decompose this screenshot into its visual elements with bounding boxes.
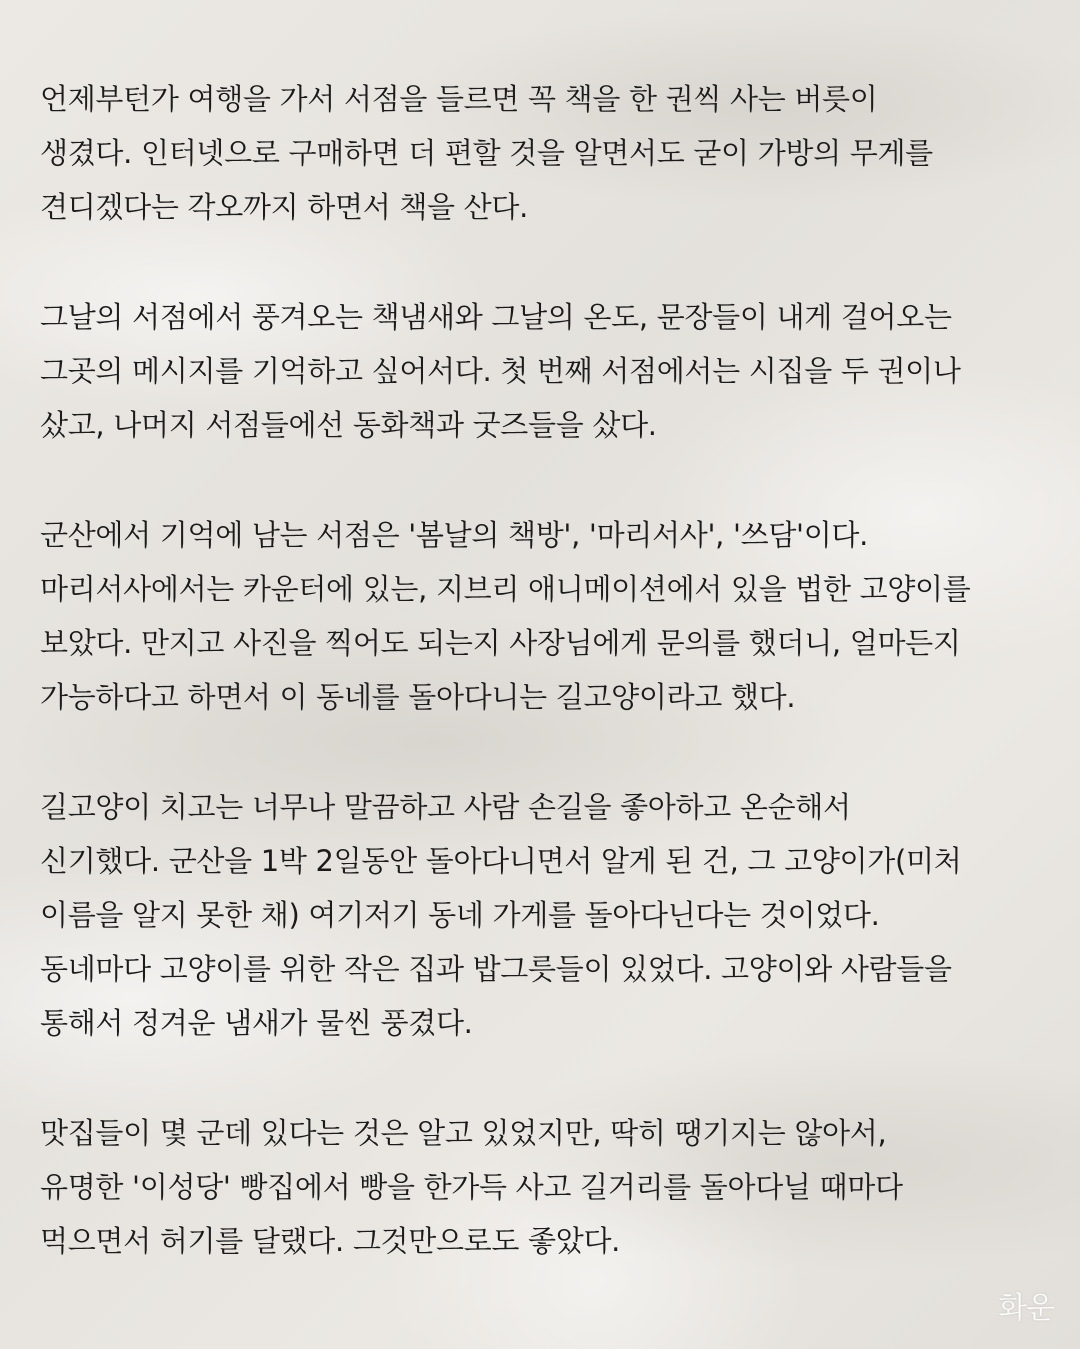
text-line: 이름을 알지 못한 채) 여기저기 동네 가게를 돌아다닌다는 것이었다. bbox=[40, 898, 880, 932]
text-line: 먹으면서 허기를 달랬다. 그것만으로도 좋았다. bbox=[40, 1224, 621, 1258]
text-line: 군산에서 기억에 남는 서점은 '봄날의 책방', '마리서사', '쓰담'이다. bbox=[40, 518, 869, 552]
text-line: 그날의 서점에서 풍겨오는 책냄새와 그날의 온도, 문장들이 내게 걸어오는 bbox=[40, 300, 952, 334]
text-line: 생겼다. 인터넷으로 구매하면 더 편할 것을 알면서도 굳이 가방의 무게를 bbox=[40, 136, 933, 170]
text-line: 가능하다고 하면서 이 동네를 돌아다니는 길고양이라고 했다. bbox=[40, 680, 796, 714]
paragraph-2 bbox=[40, 290, 1050, 452]
text-line: 보았다. 만지고 사진을 찍어도 되는지 사장님에게 문의를 했더니, 얼마든지 bbox=[40, 626, 961, 660]
text-line: 마리서사에서는 카운터에 있는, 지브리 애니메이션에서 있을 법한 고양이를 bbox=[40, 572, 971, 606]
paragraph-3 bbox=[40, 508, 1050, 724]
text-line: 언제부턴가 여행을 가서 서점을 들르면 꼭 책을 한 권씩 사는 버릇이 bbox=[40, 82, 878, 116]
text-line: 길고양이 치고는 너무나 말끔하고 사람 손길을 좋아하고 온순해서 bbox=[40, 790, 851, 824]
text-line: 견디겠다는 각오까지 하면서 책을 산다. bbox=[40, 190, 529, 224]
text-line: 맛집들이 몇 군데 있다는 것은 알고 있었지만, 딱히 땡기지는 않아서, bbox=[40, 1116, 887, 1150]
essay-body bbox=[40, 72, 1050, 1324]
author-signature: 화운 bbox=[998, 1291, 1054, 1326]
paragraph-4 bbox=[40, 780, 1050, 1050]
text-line: 신기했다. 군산을 1박 2일동안 돌아다니면서 알게 된 건, 그 고양이가(미처 bbox=[40, 844, 962, 878]
text-line: 통해서 정겨운 냄새가 물씬 풍겼다. bbox=[40, 1006, 473, 1040]
text-line: 동네마다 고양이를 위한 작은 집과 밥그릇들이 있었다. 고양이와 사람들을 bbox=[40, 952, 952, 986]
paragraph-5 bbox=[40, 1106, 1050, 1268]
text-line: 유명한 '이성당' 빵집에서 빵을 한가득 사고 길거리를 돌아다닐 때마다 bbox=[40, 1170, 903, 1204]
text-line: 그곳의 메시지를 기억하고 싶어서다. 첫 번째 서점에서는 시집을 두 권이나 bbox=[40, 354, 961, 388]
paragraph-1 bbox=[40, 72, 1050, 234]
text-line: 샀고, 나머지 서점들에선 동화책과 굿즈들을 샀다. bbox=[40, 408, 657, 442]
